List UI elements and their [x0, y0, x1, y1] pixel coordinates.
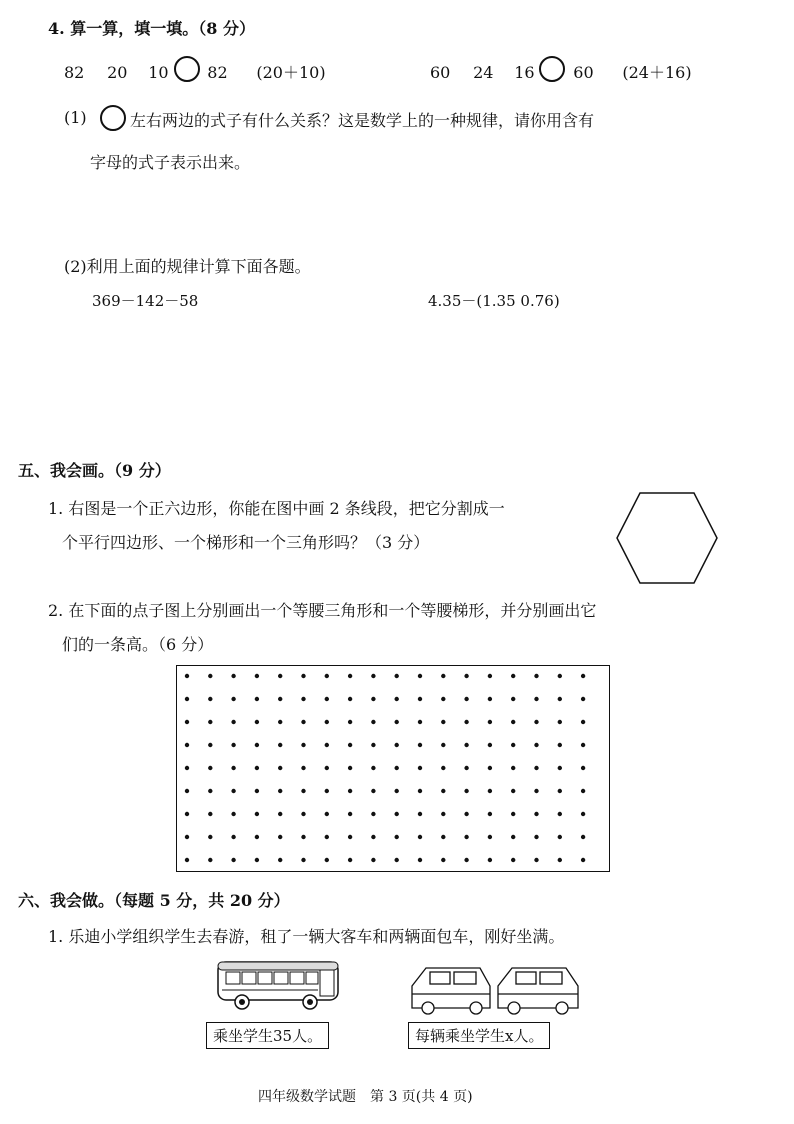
grid-dot — [534, 697, 538, 701]
grid-dot — [371, 720, 375, 724]
grid-dot — [418, 858, 422, 862]
q4-sub1-line2: 字母的式子表示出来。 — [90, 153, 251, 172]
grid-dot — [301, 835, 305, 839]
grid-dot — [488, 766, 492, 770]
grid-dot — [278, 835, 282, 839]
grid-dot — [325, 858, 329, 862]
grid-dot — [208, 720, 212, 724]
q4-left-term-2: 20 — [107, 63, 128, 82]
grid-dot — [231, 835, 235, 839]
grid-dot — [231, 674, 235, 678]
grid-dot — [208, 743, 212, 747]
grid-dot — [511, 720, 515, 724]
grid-dot — [325, 743, 329, 747]
van-capacity-label: 每辆乘坐学生x人。 — [408, 1022, 550, 1049]
sec6-q1: 1. 乐迪小学组织学生去春游，租了一辆大客车和两辆面包车，刚好坐满。 — [48, 927, 565, 946]
bus-icon — [214, 956, 344, 1016]
grid-dot — [441, 674, 445, 678]
grid-dot — [558, 674, 562, 678]
grid-dot — [395, 743, 399, 747]
q4-title: 4. 算一算，填一填。（8 分） — [48, 19, 255, 38]
grid-dot — [464, 674, 468, 678]
grid-dot — [255, 697, 259, 701]
grid-dot — [511, 812, 515, 816]
grid-dot — [581, 743, 585, 747]
grid-dot — [395, 720, 399, 724]
grid-dot — [231, 858, 235, 862]
grid-dot — [464, 835, 468, 839]
grid-dot — [278, 743, 282, 747]
grid-dot — [278, 766, 282, 770]
grid-dot — [208, 766, 212, 770]
grid-dot — [511, 766, 515, 770]
sec5-title: 五、我会画。（9 分） — [18, 461, 171, 480]
grid-dot — [418, 812, 422, 816]
grid-dot — [534, 766, 538, 770]
grid-dot — [395, 858, 399, 862]
grid-dot — [278, 858, 282, 862]
grid-dot — [348, 858, 352, 862]
grid-dot — [231, 789, 235, 793]
grid-dot — [301, 743, 305, 747]
grid-dot — [348, 766, 352, 770]
grid-dot — [418, 789, 422, 793]
grid-dot — [534, 789, 538, 793]
regular-hexagon-figure — [612, 488, 722, 588]
grid-dot — [185, 720, 189, 724]
bus-capacity-label: 乘坐学生35人。 — [206, 1022, 329, 1049]
grid-dot — [301, 720, 305, 724]
grid-dot — [581, 720, 585, 724]
grid-dot — [278, 720, 282, 724]
q4-left-term-1: 82 — [64, 63, 85, 82]
q4-right-term-4: 60 — [573, 63, 594, 82]
grid-dot — [301, 697, 305, 701]
grid-dot — [488, 674, 492, 678]
q4-sub1-circle-icon — [100, 105, 126, 131]
grid-dot — [371, 858, 375, 862]
dot-grid-paper[interactable] — [176, 665, 610, 872]
grid-dot — [464, 697, 468, 701]
grid-dot — [581, 697, 585, 701]
grid-dot — [418, 835, 422, 839]
grid-dot — [441, 720, 445, 724]
grid-dot — [418, 766, 422, 770]
q4-right-comparison-circle[interactable] — [539, 56, 565, 82]
q4-sub2: (2)利用上面的规律计算下面各题。 — [64, 257, 311, 276]
grid-dot — [348, 812, 352, 816]
grid-dot — [301, 858, 305, 862]
grid-dot — [534, 835, 538, 839]
q4-sub1-line1: 左右两边的式子有什么关系？这是数学上的一种规律，请你用含有 — [130, 111, 595, 130]
grid-dot — [371, 789, 375, 793]
grid-dot — [185, 674, 189, 678]
page-footer: 四年级数学试题 第 3 页(共 4 页) — [258, 1089, 473, 1105]
grid-dot — [348, 789, 352, 793]
grid-dot — [301, 674, 305, 678]
grid-dot — [208, 789, 212, 793]
grid-dot — [325, 789, 329, 793]
grid-dot — [441, 858, 445, 862]
grid-dot — [185, 835, 189, 839]
grid-dot — [371, 743, 375, 747]
q4-right-term-1: 60 — [430, 63, 451, 82]
grid-dot — [534, 812, 538, 816]
grid-dot — [464, 789, 468, 793]
grid-dot — [558, 812, 562, 816]
sec5-q2-line1: 2. 在下面的点子图上分别画出一个等腰三角形和一个等腰梯形，并分别画出它 — [48, 601, 597, 620]
grid-dot — [395, 835, 399, 839]
grid-dot — [301, 766, 305, 770]
hexagon-outline — [617, 493, 717, 583]
grid-dot — [418, 674, 422, 678]
grid-dot — [441, 697, 445, 701]
grid-dot — [395, 674, 399, 678]
grid-dot — [581, 858, 585, 862]
grid-dot — [464, 858, 468, 862]
grid-dot — [255, 720, 259, 724]
grid-dot — [255, 743, 259, 747]
grid-dot — [185, 766, 189, 770]
grid-dot — [255, 674, 259, 678]
q4-right-term-2: 24 — [473, 63, 494, 82]
grid-dot — [534, 858, 538, 862]
grid-dot — [208, 858, 212, 862]
grid-dot — [441, 766, 445, 770]
grid-dot — [185, 743, 189, 747]
grid-dot — [558, 720, 562, 724]
grid-dot — [488, 720, 492, 724]
grid-dot — [325, 766, 329, 770]
grid-dot — [418, 720, 422, 724]
grid-dot — [348, 720, 352, 724]
grid-dot — [558, 835, 562, 839]
grid-dot — [231, 720, 235, 724]
grid-dot — [558, 858, 562, 862]
q4-left-term-5: (20＋10) — [256, 63, 326, 82]
grid-dot — [231, 697, 235, 701]
grid-dot — [488, 743, 492, 747]
grid-dot — [581, 812, 585, 816]
grid-dot — [278, 789, 282, 793]
q4-right-term-5: (24＋16) — [622, 63, 692, 82]
grid-dot — [395, 766, 399, 770]
grid-dot — [208, 812, 212, 816]
grid-dot — [348, 743, 352, 747]
grid-dot — [231, 766, 235, 770]
q4-left-term-3: 10 — [148, 63, 169, 82]
q4-right-term-3: 16 — [514, 63, 535, 82]
grid-dot — [464, 812, 468, 816]
grid-dot — [371, 835, 375, 839]
grid-dot — [208, 697, 212, 701]
grid-dot — [418, 697, 422, 701]
grid-dot — [418, 743, 422, 747]
grid-dot — [325, 835, 329, 839]
grid-dot — [185, 812, 189, 816]
grid-dot — [255, 858, 259, 862]
grid-dot — [278, 812, 282, 816]
grid-dot — [395, 697, 399, 701]
grid-dot — [488, 697, 492, 701]
grid-dot — [581, 835, 585, 839]
grid-dot — [325, 674, 329, 678]
grid-dot — [395, 789, 399, 793]
grid-dot — [464, 766, 468, 770]
grid-dot — [255, 789, 259, 793]
grid-dot — [488, 789, 492, 793]
grid-dot — [488, 812, 492, 816]
grid-dot — [581, 766, 585, 770]
grid-dot — [441, 812, 445, 816]
vans-icon — [406, 960, 586, 1020]
grid-dot — [325, 720, 329, 724]
grid-dot — [278, 674, 282, 678]
grid-dot — [441, 789, 445, 793]
grid-dot — [558, 789, 562, 793]
grid-dot — [558, 743, 562, 747]
grid-dot — [558, 766, 562, 770]
sec5-q2-line2: 们的一条高。（6 分） — [62, 635, 214, 654]
grid-dot — [255, 766, 259, 770]
grid-dot — [348, 835, 352, 839]
grid-dot — [581, 674, 585, 678]
grid-dot — [558, 697, 562, 701]
grid-dot — [488, 835, 492, 839]
grid-dot — [208, 835, 212, 839]
grid-dot — [208, 674, 212, 678]
grid-dot — [348, 674, 352, 678]
grid-dot — [278, 697, 282, 701]
grid-dot — [441, 835, 445, 839]
grid-dot — [255, 812, 259, 816]
grid-dot — [185, 697, 189, 701]
grid-dot — [371, 674, 375, 678]
grid-dot — [395, 812, 399, 816]
grid-dot — [534, 674, 538, 678]
grid-dot — [371, 812, 375, 816]
grid-dot — [255, 835, 259, 839]
q4-left-term-4: 82 — [207, 63, 228, 82]
dot-grid-dots — [177, 666, 608, 870]
grid-dot — [231, 743, 235, 747]
sec5-q1-line2: 个平行四边形、一个梯形和一个三角形吗？（3 分） — [62, 533, 430, 552]
grid-dot — [511, 858, 515, 862]
grid-dot — [301, 812, 305, 816]
grid-dot — [325, 812, 329, 816]
q4-calc-right: 4.35－(1.35 0.76) — [428, 292, 560, 310]
grid-dot — [185, 789, 189, 793]
grid-dot — [534, 720, 538, 724]
grid-dot — [511, 674, 515, 678]
grid-dot — [441, 743, 445, 747]
sec5-q1-line1: 1. 右图是一个正六边形，你能在图中画 2 条线段，把它分割成一 — [48, 499, 505, 518]
grid-dot — [371, 697, 375, 701]
grid-dot — [464, 743, 468, 747]
q4-sub1-prefix: (1) — [64, 108, 87, 127]
grid-dot — [301, 789, 305, 793]
q4-left-comparison-circle[interactable] — [174, 56, 200, 82]
q4-calc-left: 369－142－58 — [92, 292, 199, 310]
sec6-title: 六、我会做。（每题 5 分，共 20 分） — [18, 891, 290, 910]
grid-dot — [348, 697, 352, 701]
grid-dot — [231, 812, 235, 816]
grid-dot — [488, 858, 492, 862]
grid-dot — [511, 835, 515, 839]
grid-dot — [534, 743, 538, 747]
grid-dot — [371, 766, 375, 770]
grid-dot — [325, 697, 329, 701]
grid-dot — [511, 697, 515, 701]
grid-dot — [511, 743, 515, 747]
grid-dot — [581, 789, 585, 793]
grid-dot — [464, 720, 468, 724]
grid-dot — [511, 789, 515, 793]
grid-dot — [185, 858, 189, 862]
